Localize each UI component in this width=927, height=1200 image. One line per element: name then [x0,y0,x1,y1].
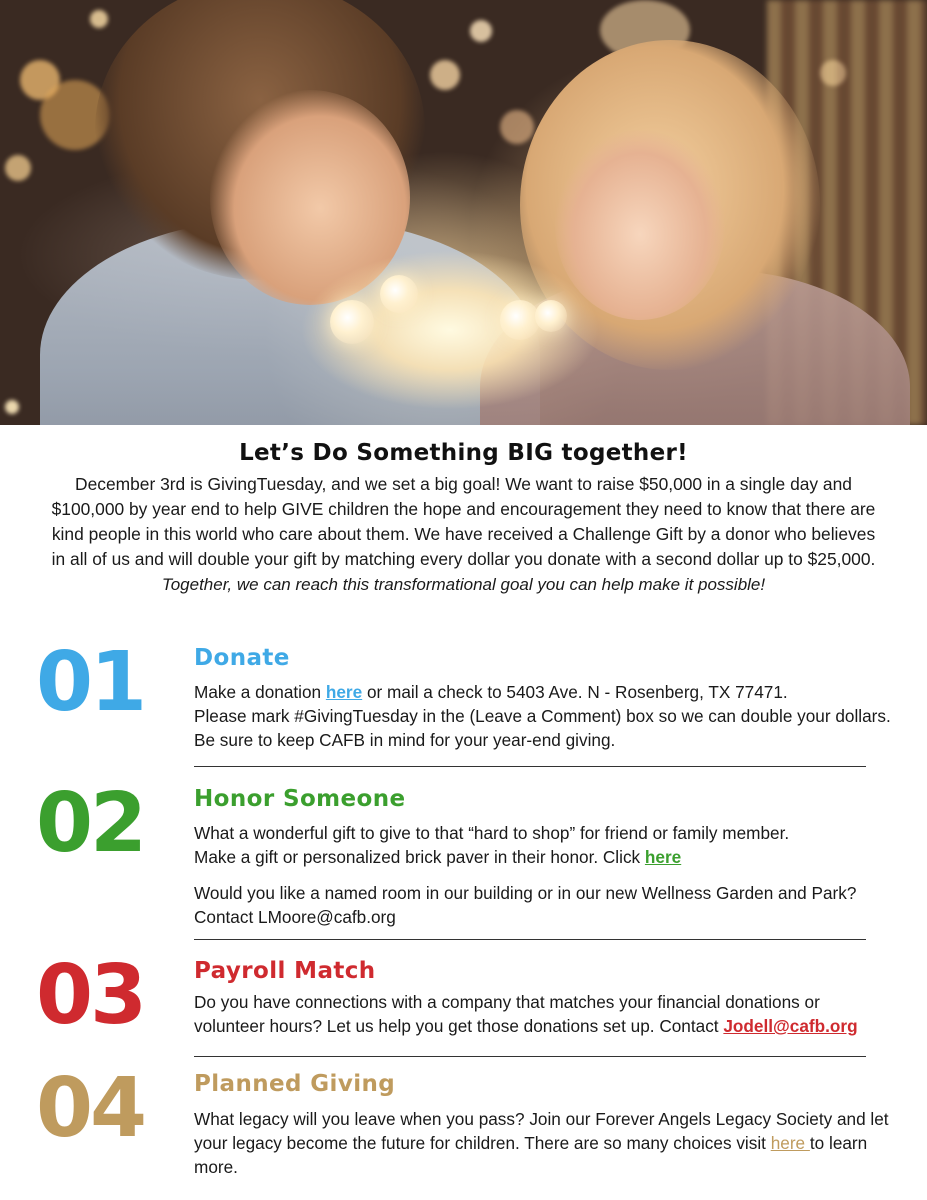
section-divider [194,1056,866,1057]
honor-line-3: Would you like a named room in our building or in our new Wellness Garden and Park? [194,883,857,903]
section-title-honor: Honor Someone [194,786,406,812]
page-headline: Let’s Do Something BIG together! [239,440,688,466]
section-title-donate: Donate [194,645,290,671]
section-number-02: 02 [36,776,145,871]
honor-here-link[interactable]: here [644,847,682,867]
payroll-line-1: Do you have connections with a company that matches your financial donations or [194,992,820,1012]
section-divider [194,766,866,767]
donate-line-2: Please mark #GivingTuesday in the (Leave a Comment) box so we can double your dollars. [194,706,891,726]
section-body-planned [194,1107,894,1179]
hero-photo [0,0,927,425]
section-number-03: 03 [36,948,145,1043]
section-body-donate [194,680,894,752]
intro-line: December 3rd is GivingTuesday, and we set a big goal! We want to raise $50,000 in a single day and [75,474,852,494]
intro-line: kind people in this world who care about them. We have received a Challenge Gift by a donor who believes [51,524,876,544]
donate-line-3: Be sure to keep CAFB in mind for your year-end giving. [194,730,616,750]
section-body-payroll [194,990,894,1038]
intro-line: $100,000 by year end to help GIVE children the hope and encouragement they need to know that there are [51,499,876,519]
planned-line-2: your legacy become the future for children. There are so many choices visit here to learn [194,1133,868,1153]
payroll-email-link[interactable]: Jodell@cafb.org [723,1016,858,1036]
planned-line-1: What legacy will you leave when you pass? Join our Forever Angels Legacy Society and let [194,1109,889,1129]
donate-here-link[interactable]: here [325,682,363,702]
intro-tagline: Together, we can reach this transformational goal you can help make it possible! [161,575,766,594]
section-title-planned: Planned Giving [194,1071,396,1097]
section-body-honor [194,821,894,929]
section-divider [194,939,866,940]
section-number-01: 01 [36,635,145,730]
section-number-04: 04 [36,1061,145,1156]
honor-line-4: Contact LMoore@cafb.org [194,907,396,927]
donate-line-1: Make a donation here or mail a check to 5403 Ave. N - Rosenberg, TX 77471. [194,682,788,702]
payroll-line-2: volunteer hours? Let us help you get those donations set up. Contact Jodell@cafb.org [194,1016,858,1036]
intro-paragraph [28,472,899,597]
honor-line-1: What a wonderful gift to give to that “hard to shop” for friend or family member. [194,823,790,843]
planned-line-3: more. [194,1157,238,1177]
honor-line-2: Make a gift or personalized brick paver in their honor. Click here [194,847,682,867]
section-title-payroll: Payroll Match [194,958,376,984]
planned-here-link[interactable]: here [770,1133,810,1153]
intro-line: in all of us and will double your gift by matching every dollar you donate with a second dollar up to $25,000. [51,549,876,569]
